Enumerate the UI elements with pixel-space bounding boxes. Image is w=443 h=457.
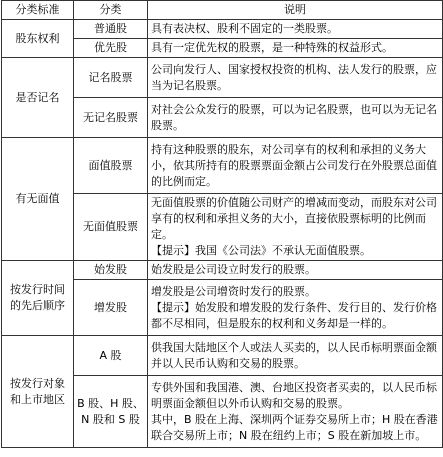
description-cell bbox=[148, 39, 443, 58]
description-text: 供我国大陆地区个人或法人买卖的，以人民币标明票面金额并以人民币认购和交易的股票。 bbox=[151, 340, 437, 370]
header-description: 说明 bbox=[148, 1, 443, 20]
category-cell: 普通股 bbox=[74, 20, 148, 39]
category-cell: 记名股票 bbox=[74, 58, 148, 98]
header-criterion: 分类标准 bbox=[2, 1, 74, 20]
description-text: 具有表决权、股利不固定的一类股票。 bbox=[151, 22, 338, 35]
criterion-cell: 按发行时间的先后顺序 bbox=[2, 261, 74, 336]
category-cell: 始发股 bbox=[74, 261, 148, 280]
description-text: 专供外国和我国港、澳、台地区投资者买卖的，以人民币标明票面金额但以外币认购和交易的股票。 bbox=[151, 380, 437, 410]
category-cell: 面值股票 bbox=[74, 138, 148, 194]
description-cell bbox=[148, 138, 443, 194]
description-text-listing: 其中，B 股在上海、深圳两个证券交易所上市；H 股在香港联合交易所上市；N 股在纽约上市；S 股在新加坡上市。 bbox=[151, 412, 438, 442]
description-cell bbox=[148, 98, 443, 138]
stock-classification-table bbox=[1, 0, 443, 448]
description-cell bbox=[148, 194, 443, 261]
category-cell: 优先股 bbox=[74, 39, 148, 58]
description-text: 无面值股票的价值随公司财产的增减而变动，而股东对公司享有的权利和承担义务的大小，直接依股票标明的比例而定。 bbox=[151, 196, 437, 241]
table-row bbox=[2, 20, 443, 39]
category-cell: B 股、H 股、N 股和 S 股 bbox=[74, 376, 148, 448]
criterion-cell: 有无面值 bbox=[2, 138, 74, 261]
category-cell: 无记名股票 bbox=[74, 98, 148, 138]
table-row bbox=[2, 261, 443, 280]
description-text: 增发股是公司增资时发行的股票。 bbox=[151, 284, 316, 298]
description-cell bbox=[148, 58, 443, 98]
description-cell bbox=[148, 376, 443, 448]
description-cell bbox=[148, 280, 443, 336]
table-row bbox=[2, 336, 443, 376]
description-text: 始发股是公司设立时发行的股票。 bbox=[151, 263, 316, 276]
table-row bbox=[2, 58, 443, 98]
table-row bbox=[2, 138, 443, 194]
category-cell: 无面值股票 bbox=[74, 194, 148, 261]
tip-text: 【提示】我国《公司法》不承认无面值股票。 bbox=[151, 244, 371, 257]
criterion-cell: 股东权利 bbox=[2, 20, 74, 58]
category-cell: 增发股 bbox=[74, 280, 148, 336]
table-header-row bbox=[2, 1, 443, 20]
category-cell: A 股 bbox=[74, 336, 148, 376]
description-text: 具有一定优先权的股票，是一种特殊的权益形式。 bbox=[151, 41, 393, 54]
criterion-cell: 是否记名 bbox=[2, 58, 74, 138]
description-cell bbox=[148, 336, 443, 376]
tip-text: 【提示】始发股和增发股的发行条件、发行目的、发行价格都不尽相同，但是股东的权利和义务却是一样的。 bbox=[151, 300, 437, 330]
description-cell bbox=[148, 20, 443, 39]
description-text: 公司向发行人、国家授权投资的机构、法人发行的股票，应当为记名股票。 bbox=[151, 62, 437, 92]
header-category: 分类 bbox=[74, 1, 148, 20]
description-cell bbox=[148, 261, 443, 280]
criterion-cell: 按发行对象和上市地区 bbox=[2, 336, 74, 448]
description-text: 持有这种股票的股东，对公司享有的权利和承担的义务大小，依其所持有的股票票面金额占公司发行在外股票总面值的比例而定。 bbox=[151, 142, 437, 188]
description-text: 对社会公众发行的股票，可以为记名股票，也可以为无记名股票。 bbox=[151, 102, 437, 132]
